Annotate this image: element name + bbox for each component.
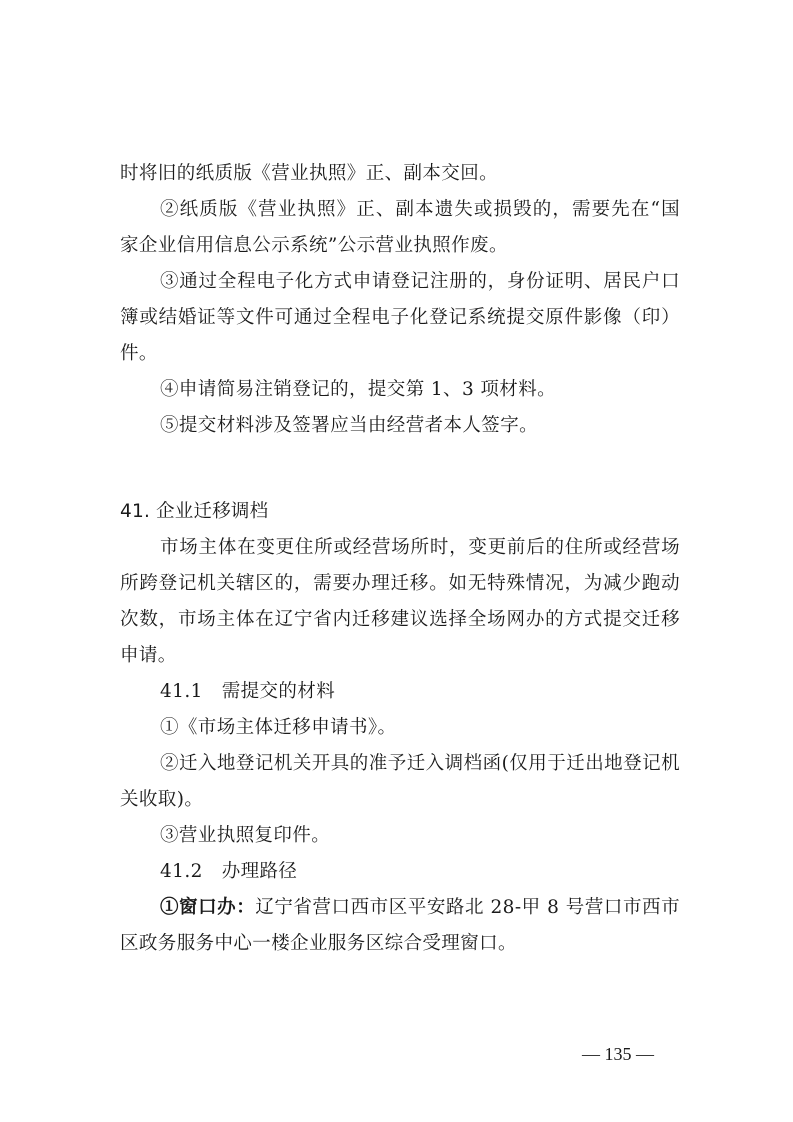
material-item-3: ③营业执照复印件。 bbox=[160, 825, 331, 846]
section-heading: 41. 企业迁移调档 bbox=[120, 501, 269, 522]
subsection-heading-route: 41.2 办理路径 bbox=[160, 861, 298, 882]
route-item-1 bbox=[120, 890, 680, 962]
paragraph-note-2: ②纸质版《营业执照》正、副本遗失或损毁的，需要先在“国家企业信用信息公示系统”公示营业执照作废。 bbox=[120, 199, 680, 256]
route-label: ①窗口办： bbox=[160, 897, 256, 918]
paragraph-note-3: ③通过全程电子化方式申请登记注册的，身份证明、居民户口簿或结婚证等文件可通过全程电子化登记系统提交原件影像（印）件。 bbox=[120, 271, 680, 364]
page-number: — 135 — bbox=[582, 1044, 654, 1064]
paragraph-note-4: ④申请简易注销登记的，提交第 1、3 项材料。 bbox=[160, 379, 557, 400]
paragraph-continuation: 时将旧的纸质版《营业执照》正、副本交回。 bbox=[120, 163, 499, 184]
route-text: 辽宁省营口西市区平安路北 28-甲 8 号营口市西市区政务服务中心一楼企业服务区综合受理窗口。 bbox=[120, 897, 680, 954]
subsection-heading-materials: 41.1 需提交的材料 bbox=[160, 681, 336, 702]
material-item-1: ①《市场主体迁移申请书》。 bbox=[160, 717, 397, 738]
paragraph-note-5: ⑤提交材料涉及签署应当由经营者本人签字。 bbox=[160, 415, 539, 436]
section-intro-paragraph: 市场主体在变更住所或经营场所时，变更前后的住所或经营场所跨登记机关辖区的，需要办理迁移。如无特殊情况，为减少跑动次数，市场主体在辽宁省内迁移建议选择全场网办的方式提交迁移申请。 bbox=[120, 537, 680, 666]
material-item-2: ②迁入地登记机关开具的准予迁入调档函(仅用于迁出地登记机关收取)。 bbox=[120, 753, 680, 810]
